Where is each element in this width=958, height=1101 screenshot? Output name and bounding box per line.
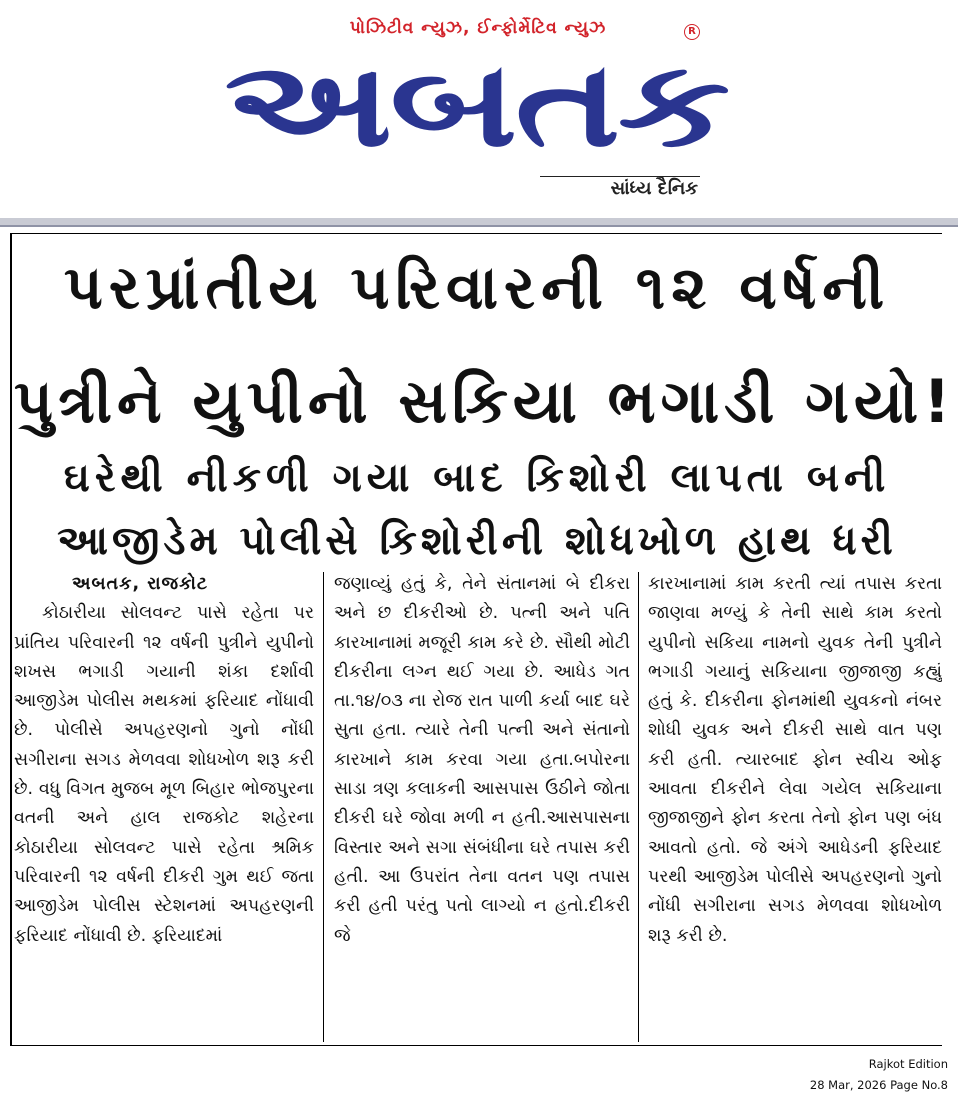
column-divider-2	[638, 572, 639, 1042]
article-frame-top	[10, 233, 942, 234]
article-column-3	[648, 570, 942, 1044]
edition-label: Rajkot Edition	[868, 1057, 948, 1071]
article-frame-bottom	[10, 1045, 942, 1046]
headline-line-2: પુત્રીને યુપીનો સકિયા ભગાડી ગયો!	[14, 367, 956, 437]
dateline: અબતક, રાજકોટ	[72, 574, 209, 594]
masthead-band	[0, 218, 958, 225]
subheadline-line-1: ઘરેથી નીકળી ગયા બાદ કિશોરી લાપતા બની	[63, 455, 891, 501]
masthead	[0, 0, 958, 218]
article-column-2	[334, 570, 630, 1044]
article-column-1	[14, 570, 314, 1044]
date-page-label: 28 Mar, 2026 Page No.8	[809, 1078, 948, 1092]
masthead-subline: સાંધ્ય દૈનિક	[610, 178, 698, 199]
article-frame-left	[10, 233, 12, 1045]
column-divider-1	[323, 572, 324, 1042]
subheadline-line-2: આજીડેમ પોલીસે કિશોરીની શોધખોળ હાથ ધરી	[57, 518, 897, 564]
column-1-body: કોઠારીયા સોલવન્ટ પાસે રહેતા પર પ્રાંતિય પરિવારની ૧૨ વર્ષની પુત્રીને યુપીનો શખસ ભગાડી ગયાની શંકા દર્શાવી આજીડેમ પોલીસ મથકમાં ફરિયાદ નોંધાવી છે. પોલીસે અપહરણનો ગુનો નોંધી સગીરાના સગડ મેળવવા શોધખોળ શરૂ કરી છે. વધુ વિગત મુજબ મૂળ બિહાર ભોજપુરના વતની અને હાલ રાજકોટ શહેરના કોઠારીયા સોલવન્ટ પાસે રહેતા શ્રમિક પરિવારની ૧૨ વર્ષની દીકરી ગુમ થઈ જતા આજીડેમ પોલીસ સ્ટેશનમાં અપહરણની ફરિયાદ નોંધાવી છે. ફરિયાદમાં	[14, 603, 314, 946]
masthead-tagline: પોઝિટીવ ન્યુઝ, ઈન્ફોર્મેટિવ ન્યુઝ	[349, 18, 607, 38]
column-2-body: જણાવ્યું હતું કે, તેને સંતાનમાં બે દીકરા અને છ દીકરીઓ છે. પત્ની અને પતિ કારખાનામાં મજૂરી કામ કરે છે. સૌથી મોટી દીકરીના લગ્ન થઈ ગયા છે. આધેડ ગત તા.૧૪/૦૩ ના રોજ રાત પાળી કર્યા બાદ ઘરે સુતા હતા. ત્યારે તેની પત્ની અને સંતાનો કારખાને કામ કરવા ગયા હતા.બપોરના સાડા ત્રણ કલાકની આસપાસ ઉઠીને જોતા દીકરી ઘરે જોવા મળી ન હતી.આસપાસના વિસ્તાર અને સગા સંબંધીના ઘરે તપાસ કરી હતી. આ ઉપરાંત તેના વતન પણ તપાસ કરી હતી પરંતુ પતો લાગ્યો ન હતો.દીકરી જે	[334, 574, 630, 946]
subline-divider	[540, 176, 700, 177]
masthead-band-line	[0, 225, 958, 227]
newspaper-logo: અબતક	[224, 35, 728, 173]
headline-line-1: પરપ્રાંતીય પરિવારની ૧૨ વર્ષની	[63, 253, 891, 323]
column-3-body: કારખાનામાં કામ કરતી ત્યાં તપાસ કરતા જાણવા મળ્યું કે તેની સાથે કામ કરતો યુપીનો સકિયા નામનો યુવક તેની પુત્રીને ભગાડી ગયાનું સકિયાના જીજાજી કહ્યું હતું કે. દીકરીના ફોનમાંથી યુવકનો નંબર શોધી યુવક અને દીકરી સાથે વાત પણ કરી હતી. ત્યારબાદ ફોન સ્વીચ ઓફ આવતા દીકરીને લેવા ગયેલ સકિયાના જીજાજીને ફોન કરતા તેનો ફોન પણ બંધ આવતો હતો. જે અંગે આધેડની ફરિયાદ પરથી આજીડેમ પોલીસે અપહરણનો ગુનો નોંધી સગીરાના સગડ મેળવવા શોધખોળ શરૂ કરી છે.	[648, 574, 942, 946]
registered-mark-icon: R	[684, 24, 700, 40]
